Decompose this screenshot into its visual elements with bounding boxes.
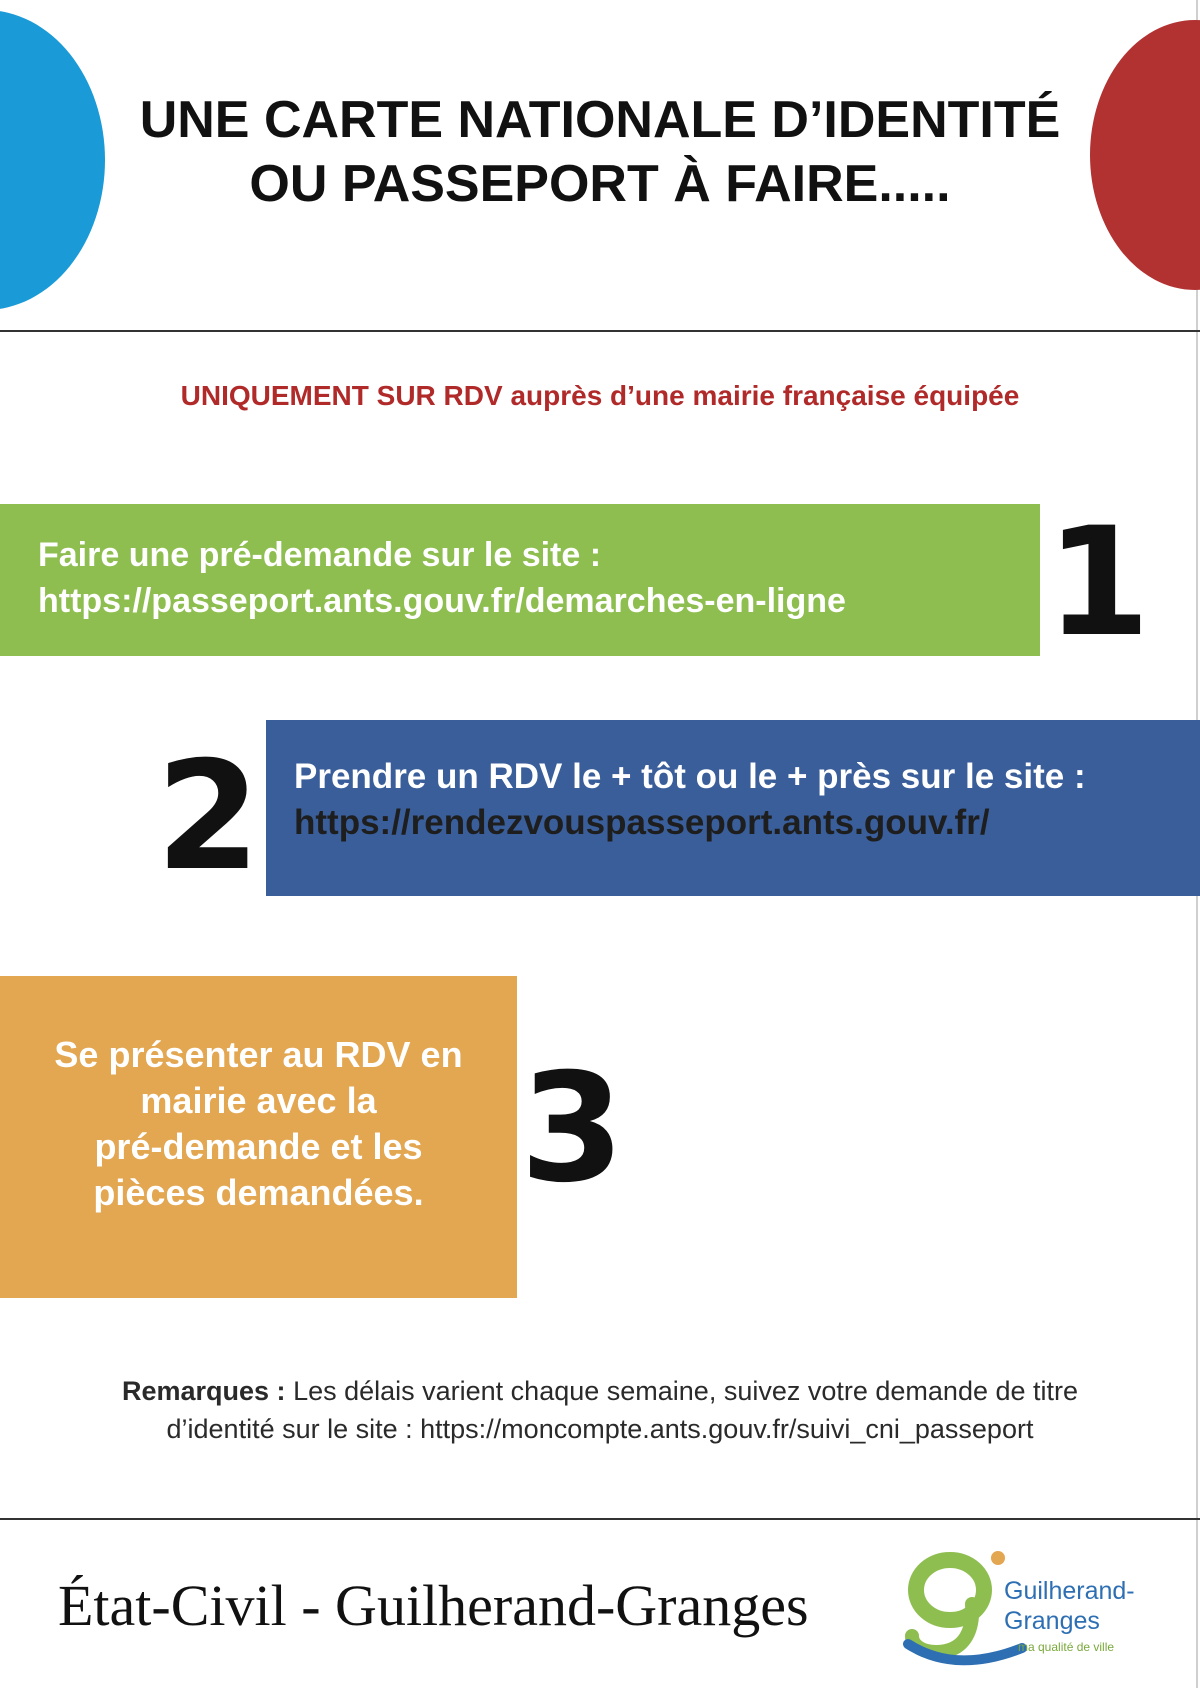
footer-title: État-Civil - Guilherand-Granges [58, 1573, 809, 1638]
divider-bottom [0, 1518, 1200, 1520]
step-3-box [0, 976, 517, 1298]
logo-tagline: ma qualité de ville [1018, 1640, 1115, 1654]
divider-top [0, 330, 1200, 332]
step-3-line-3: pré-demande et les [94, 1126, 423, 1167]
step-2-text: Prendre un RDV le + tôt ou le + près sur le site : [294, 757, 1086, 796]
logo-line-1: Guilherand- [1004, 1577, 1135, 1605]
step-1-box [0, 504, 1040, 656]
appointment-notice: UNIQUEMENT SUR RDV auprès d’une mairie française équipée [180, 380, 1020, 411]
step-2-box [266, 720, 1200, 896]
step-1-url[interactable]: https://passeport.ants.gouv.fr/demarches-en-ligne [38, 582, 846, 620]
remarks-text-line-1: Les délais varient chaque semaine, suivez votre demande de titre [293, 1376, 1079, 1406]
logo-line-2: Granges [1004, 1607, 1100, 1635]
remarks-text-line-2: d’identité sur le site : https://moncompte.ants.gouv.fr/suivi_cni_passeport [166, 1414, 1034, 1444]
step-2-number: 2 [156, 730, 261, 904]
logo-text [1004, 1576, 1135, 1636]
title-line-2: OU PASSEPORT À FAIRE..... [249, 155, 951, 213]
page-title [100, 88, 1100, 216]
step-3-line-2: mairie avec la [140, 1080, 377, 1121]
step-2-url[interactable]: https://rendezvouspasseport.ants.gouv.fr/ [294, 803, 990, 842]
step-3-line-4: pièces demandées. [93, 1172, 424, 1213]
step-1-text: Faire une pré-demande sur le site : [38, 536, 602, 574]
remarks-label: Remarques : [121, 1376, 286, 1406]
step-3-line-1: Se présenter au RDV en [54, 1034, 463, 1075]
remarks [40, 1372, 1160, 1448]
step-3-number: 3 [520, 1042, 625, 1216]
title-line-1: UNE CARTE NATIONALE D’IDENTITÉ [139, 91, 1061, 149]
step-1-number: 1 [1046, 496, 1151, 670]
